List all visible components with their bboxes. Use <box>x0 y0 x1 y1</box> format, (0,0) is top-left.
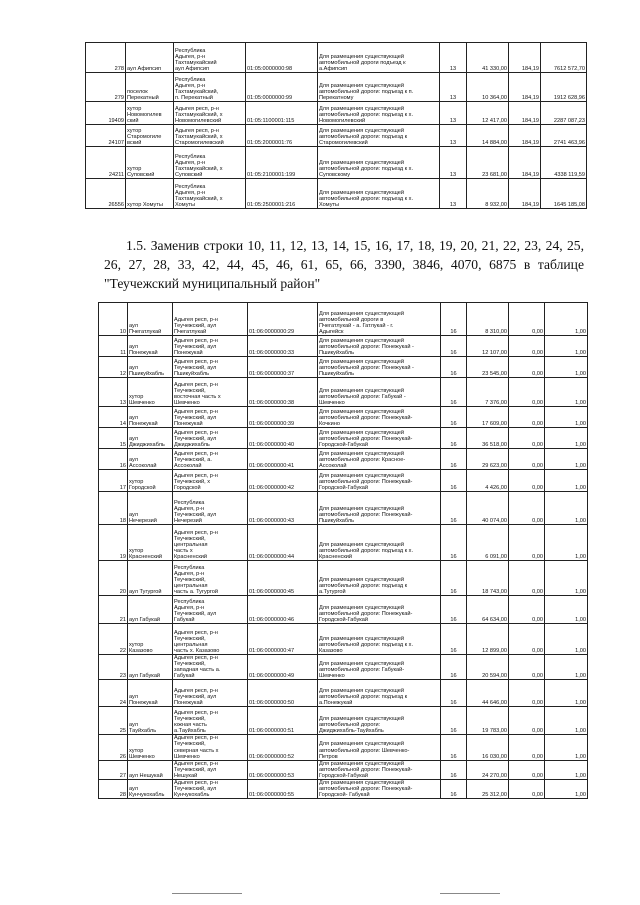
cell-purpose: Для размещения существующей автомобильной дороги: Понежукай- Городской-Габукай <box>318 470 441 492</box>
cell-rate: 0,00 <box>509 624 545 655</box>
cell-addr: Адыгея респ, р-н Тахтамукайский, х Новомогилевский <box>174 102 246 125</box>
cell-area: 40 074,00 <box>467 492 509 525</box>
cell-rate: 184,19 <box>509 102 541 125</box>
cell-sum: 1,00 <box>545 492 588 525</box>
cell-cad: 01:06:0000000:38 <box>248 378 318 407</box>
cell-sum: 1,00 <box>545 336 588 357</box>
cell-purpose: Для размещения существующей автомобильной дороги: Понежукай - Пшикуйхабль <box>318 336 441 357</box>
cell-name: аул Тугургой <box>128 561 173 596</box>
cell-rate: 0,00 <box>509 525 545 561</box>
cell-area: 6 091,00 <box>467 525 509 561</box>
cell-c: 13 <box>440 125 467 147</box>
cell-rate: 0,00 <box>509 303 545 336</box>
cell-area: 18 743,00 <box>467 561 509 596</box>
cell-n: 21 <box>99 596 128 624</box>
cell-purpose: Для размещения существующей автомобильной дороги: подъезд к х. Суповскому <box>318 147 440 179</box>
table-row <box>99 596 588 624</box>
cell-c: 16 <box>441 525 467 561</box>
cell-rate: 184,19 <box>509 179 541 209</box>
cell-rate: 0,00 <box>509 760 545 779</box>
cell-rate: 0,00 <box>509 561 545 596</box>
cell-rate: 184,19 <box>509 125 541 147</box>
cell-sum: 2287 087,23 <box>541 102 587 125</box>
cell-n: 13 <box>99 378 128 407</box>
cell-name: хутор Суповский <box>126 147 174 179</box>
cell-c: 13 <box>440 102 467 125</box>
cell-name: поселок Перекатный <box>126 73 174 102</box>
cell-cad: 01:06:0000000:49 <box>248 655 318 680</box>
cell-rate: 0,00 <box>509 680 545 707</box>
cell-area: 19 783,00 <box>467 707 509 735</box>
cell-purpose: Для размещения существующей автомобильной дороги: Понежукай- Пшикуйхабль <box>318 492 441 525</box>
cell-sum: 1,00 <box>545 735 588 760</box>
cell-n: 19 <box>99 525 128 561</box>
cell-name: аул Нечерезий <box>128 492 173 525</box>
cell-cad: 01:06:0000000:45 <box>248 561 318 596</box>
cell-n: 278 <box>86 43 126 73</box>
cell-name: хутор Городской <box>128 470 173 492</box>
cell-n: 18 <box>99 492 128 525</box>
cell-c: 16 <box>441 760 467 779</box>
cell-n: 27 <box>99 760 128 779</box>
cell-purpose: Для размещения существующей автомобильной дороги: подъезд к х. Хомуты <box>318 179 440 209</box>
cell-name: аул Понежукай <box>128 680 173 707</box>
cell-sum: 1,00 <box>545 378 588 407</box>
cell-name: аул Габукай <box>128 596 173 624</box>
cell-name: хутор Новомогилев ский <box>126 102 174 125</box>
cell-sum: 1,00 <box>545 357 588 378</box>
cell-sum: 7612 572,70 <box>541 43 587 73</box>
cell-c: 16 <box>441 492 467 525</box>
table-row <box>99 525 588 561</box>
cell-addr: Адыгея респ, р-н Теучежский, аул Понежукай <box>173 336 248 357</box>
cell-addr: Республика Адыгея, р-н Тахтамукайский аул Афипсип <box>174 43 246 73</box>
cell-c: 13 <box>440 147 467 179</box>
cell-rate: 0,00 <box>509 407 545 428</box>
cell-cad: 01:06:0000000:50 <box>248 680 318 707</box>
cell-cad: 01:05:0000000:99 <box>246 73 318 102</box>
cell-sum: 1,00 <box>545 655 588 680</box>
bottom-scan-line-left <box>172 893 242 894</box>
cell-sum: 1,00 <box>545 624 588 655</box>
cell-name: хутор Шевченко <box>128 735 173 760</box>
cell-area: 8 932,00 <box>467 179 509 209</box>
table-row <box>99 470 588 492</box>
cell-purpose: Для размещения существующей автомобильной дороги: подъезд к Старомогилевский <box>318 125 440 147</box>
cell-n: 20 <box>99 561 128 596</box>
cell-c: 16 <box>441 378 467 407</box>
cell-addr: Адыгея респ, р-н Тахтамукайский, х Старомогилевский <box>174 125 246 147</box>
cell-addr: Адыгея респ, р-н Теучежский, аул Пчегатлукай <box>173 303 248 336</box>
cell-area: 14 884,00 <box>467 125 509 147</box>
cell-area: 4 426,00 <box>467 470 509 492</box>
cell-cad: 01:06:0000000:47 <box>248 624 318 655</box>
cell-area: 23 545,00 <box>467 357 509 378</box>
cell-cad: 01:05:0000000:98 <box>246 43 318 73</box>
cell-addr: Адыгея респ, р-н Теучежский, северная часть х Шевченко <box>173 735 248 760</box>
table-row <box>86 43 587 73</box>
cell-sum: 4338 119,59 <box>541 147 587 179</box>
cell-c: 16 <box>441 655 467 680</box>
cell-n: 17 <box>99 470 128 492</box>
cell-name: аул Кунчукохабль <box>128 780 173 799</box>
cell-c: 16 <box>441 624 467 655</box>
table-row <box>99 303 588 336</box>
cell-purpose: Для размещения существующей автомобильной дороги: Шевченко- Петров <box>318 735 441 760</box>
table-row <box>86 73 587 102</box>
cell-sum: 1,00 <box>545 561 588 596</box>
cell-rate: 0,00 <box>509 449 545 470</box>
cell-cad: 01:06:0000000:53 <box>248 760 318 779</box>
cell-area: 23 681,00 <box>467 147 509 179</box>
cell-rate: 0,00 <box>509 655 545 680</box>
cell-addr: Республика Адыгея, р-н Тахтамукайский, х Хомуты <box>174 179 246 209</box>
cell-area: 44 646,00 <box>467 680 509 707</box>
cell-sum: 1,00 <box>545 470 588 492</box>
cell-rate: 0,00 <box>509 357 545 378</box>
cell-name: аул Джиджихабль <box>128 428 173 449</box>
cell-cad: 01:06:0000000:29 <box>248 303 318 336</box>
cell-rate: 0,00 <box>509 470 545 492</box>
cell-name: хутор Казазово <box>128 624 173 655</box>
table-row <box>99 780 588 799</box>
cell-cad: 01:06:0000000:51 <box>248 707 318 735</box>
cell-addr: Адыгея респ, р-н Теучежский, х Городской <box>173 470 248 492</box>
cell-purpose: Для размещения существующей автомобильной дороги: подъезд к х. Новомогилевский <box>318 102 440 125</box>
cell-n: 15 <box>99 428 128 449</box>
cell-rate: 0,00 <box>509 780 545 799</box>
cell-cad: 01:05:2500001:216 <box>246 179 318 209</box>
cell-n: 14 <box>99 407 128 428</box>
bottom-scan-line-right <box>440 893 500 894</box>
cell-rate: 184,19 <box>509 43 541 73</box>
cell-area: 20 594,00 <box>467 655 509 680</box>
cell-addr: Адыгея респ, р-н Теучежский, аул Нешукай <box>173 760 248 779</box>
cell-name: аул Понежукай <box>128 407 173 428</box>
cell-c: 16 <box>441 336 467 357</box>
cell-purpose: Для размещения существующей автомобильной дороги: Габукай- Шевченко <box>318 655 441 680</box>
cell-area: 17 609,00 <box>467 407 509 428</box>
cell-name: хутор Красненский <box>128 525 173 561</box>
cell-name: аул Тауйхабль <box>128 707 173 735</box>
table-row <box>99 449 588 470</box>
cell-addr: Республика Адыгея, р-н Теучежский, аул Нечерезий <box>173 492 248 525</box>
cell-addr: Республика Адыгея, р-н Тахтамукайский, х Суповский <box>174 147 246 179</box>
table-row <box>99 357 588 378</box>
land-table-takhtamukay <box>85 42 587 209</box>
cell-name: хутор Хомуты <box>126 179 174 209</box>
cell-area: 24 270,00 <box>467 760 509 779</box>
cell-area: 36 518,00 <box>467 428 509 449</box>
cell-name: аул Габукай <box>128 655 173 680</box>
cell-addr: Адыгея респ, р-н Теучежский, западная часть а. Габукай <box>173 655 248 680</box>
cell-area: 29 623,00 <box>467 449 509 470</box>
cell-rate: 184,19 <box>509 73 541 102</box>
cell-area: 41 330,00 <box>467 43 509 73</box>
table-row <box>99 735 588 760</box>
cell-n: 12 <box>99 357 128 378</box>
cell-n: 279 <box>86 73 126 102</box>
table-row <box>86 147 587 179</box>
cell-cad: 01:06:0000000:46 <box>248 596 318 624</box>
cell-area: 12 899,00 <box>467 624 509 655</box>
table-row <box>99 407 588 428</box>
cell-addr: Адыгея респ, р-н Теучежский, аул Кунчукохабль <box>173 780 248 799</box>
cell-c: 13 <box>440 73 467 102</box>
cell-area: 8 310,00 <box>467 303 509 336</box>
cell-n: 24 <box>99 680 128 707</box>
cell-cad: 01:05:2100001:199 <box>246 147 318 179</box>
cell-rate: 184,19 <box>509 147 541 179</box>
cell-addr: Адыгея респ, р-н Теучежский, аул Джиджихабль <box>173 428 248 449</box>
cell-sum: 1,00 <box>545 760 588 779</box>
amendment-paragraph <box>104 236 584 293</box>
cell-purpose: Для размещения существующей автомобильной дороги подъезд к а.Афипсип <box>318 43 440 73</box>
cell-rate: 0,00 <box>509 492 545 525</box>
cell-purpose: Для размещения существующей автомобильной дороги: Понежукай- Городской-Габукай <box>318 760 441 779</box>
cell-addr: Республика Адыгея, р-н Теучежский, центральная часть а. Тугургой <box>173 561 248 596</box>
cell-addr: Адыгея респ, р-н Теучежский, центральная часть х Красненский <box>173 525 248 561</box>
cell-purpose: Для размещения существующей автомобильной дороги в Пчегатлукай - а. Гатлукай - г. Адыгейск <box>318 303 441 336</box>
cell-c: 16 <box>441 449 467 470</box>
cell-rate: 0,00 <box>509 707 545 735</box>
cell-c: 16 <box>441 707 467 735</box>
table-row <box>99 336 588 357</box>
cell-purpose: Для размещения существующей автомобильной дороги: Джиджихабль-Тауйхабль <box>318 707 441 735</box>
cell-area: 7 376,00 <box>467 378 509 407</box>
cell-c: 16 <box>441 428 467 449</box>
cell-c: 16 <box>441 735 467 760</box>
cell-name: хутор Старомогиле вский <box>126 125 174 147</box>
cell-cad: 01:06:0000000:52 <box>248 735 318 760</box>
cell-name: аул Нешукай <box>128 760 173 779</box>
table-row <box>99 492 588 525</box>
cell-cad: 01:06:0000000:43 <box>248 492 318 525</box>
cell-addr: Адыгея респ, р-н Теучежский, восточная часть х Шевченко <box>173 378 248 407</box>
cell-sum: 1,00 <box>545 303 588 336</box>
cell-purpose: Для размещения существующей автомобильной дороги: подъезд к а.Тугургой <box>318 561 441 596</box>
cell-c: 13 <box>440 43 467 73</box>
cell-purpose: Для размещения существующей автомобильной дороги: Понежукай- Кочкино <box>318 407 441 428</box>
table-row <box>99 707 588 735</box>
cell-addr: Адыгея респ, р-н Теучежский, аул Понежукай <box>173 680 248 707</box>
cell-sum: 1,00 <box>545 596 588 624</box>
cell-purpose: Для размещения существующей автомобильной дороги: Понежукай- Городской- Габукай <box>318 780 441 799</box>
cell-sum: 1,00 <box>545 680 588 707</box>
cell-name: аул Пчегатлукай <box>128 303 173 336</box>
cell-purpose: Для размещения существующей автомобильной дороги: подъезд к а.Понежукай <box>318 680 441 707</box>
cell-cad: 01:06:0000000:40 <box>248 428 318 449</box>
cell-cad: 01:06:0000000:44 <box>248 525 318 561</box>
cell-cad: 01:06:0000000:55 <box>248 780 318 799</box>
cell-purpose: Для размещения существующей автомобильной дороги: Красное- Ассоколай <box>318 449 441 470</box>
cell-c: 16 <box>441 561 467 596</box>
cell-sum: 1912 628,96 <box>541 73 587 102</box>
cell-c: 16 <box>441 470 467 492</box>
cell-rate: 0,00 <box>509 596 545 624</box>
cell-n: 23 <box>99 655 128 680</box>
table-row <box>99 378 588 407</box>
cell-addr: Республика Адыгея, р-н Теучежский, аул Габукай <box>173 596 248 624</box>
cell-addr: Адыгея респ, р-н Теучежский, южная часть а.Тауйхабль <box>173 707 248 735</box>
cell-cad: 01:05:1100001:115 <box>246 102 318 125</box>
cell-n: 11 <box>99 336 128 357</box>
cell-c: 16 <box>441 303 467 336</box>
cell-rate: 0,00 <box>509 735 545 760</box>
cell-cad: 01:06:0000000:41 <box>248 449 318 470</box>
cell-name: аул Ассоколай <box>128 449 173 470</box>
cell-purpose: Для размещения существующей автомобильной дороги: Габукай - Шевченко <box>318 378 441 407</box>
cell-addr: Республика Адыгея, р-н Тахтамукайский, п. Перекатный <box>174 73 246 102</box>
cell-cad: 01:06:0000000:42 <box>248 470 318 492</box>
cell-sum: 1,00 <box>545 428 588 449</box>
cell-n: 16 <box>99 449 128 470</box>
cell-area: 64 634,00 <box>467 596 509 624</box>
cell-n: 26 <box>99 735 128 760</box>
cell-name: хутор Шевченко <box>128 378 173 407</box>
cell-addr: Адыгея респ, р-н Теучежский, аул Понежукай <box>173 407 248 428</box>
cell-cad: 01:06:0000000:37 <box>248 357 318 378</box>
cell-rate: 0,00 <box>509 336 545 357</box>
table-row <box>86 125 587 147</box>
land-table-teuchezh <box>98 302 588 799</box>
cell-purpose: Для размещения существующей автомобильной дороги: Понежукай- Городской-Габукай <box>318 428 441 449</box>
cell-n: 10 <box>99 303 128 336</box>
cell-cad: 01:05:2000001:76 <box>246 125 318 147</box>
cell-purpose: Для размещения существующей автомобильной дороги: Понежукай- Городской-Габукай <box>318 596 441 624</box>
table-row <box>99 561 588 596</box>
cell-sum: 2741 463,96 <box>541 125 587 147</box>
cell-sum: 1,00 <box>545 407 588 428</box>
paragraph-text: 1.5. Заменив строки 10, 11, 12, 13, 14, 15, 16, 17, 18, 19, 20, 21, 22, 23, 24, 25, 26, 27, 28, 33, 42, 44, 45, 46, 61, 65, 66, 3390, 3846, 4070, 6875 в таблице "Теучежский муниципальный район" <box>104 238 584 291</box>
cell-purpose: Для размещения существующей автомобильной дороги: подъезд к х. Казазово <box>318 624 441 655</box>
cell-n: 19409 <box>86 102 126 125</box>
cell-sum: 1,00 <box>545 707 588 735</box>
cell-name: аул Афипсип <box>126 43 174 73</box>
cell-c: 13 <box>440 179 467 209</box>
cell-area: 12 107,00 <box>467 336 509 357</box>
cell-area: 25 312,00 <box>467 780 509 799</box>
cell-n: 24107 <box>86 125 126 147</box>
table-row <box>86 179 587 209</box>
cell-c: 16 <box>441 780 467 799</box>
cell-c: 16 <box>441 407 467 428</box>
cell-area: 10 364,00 <box>467 73 509 102</box>
cell-purpose: Для размещения существующей автомобильной дороги: подъезд к п. Перекатному <box>318 73 440 102</box>
cell-cad: 01:06:0000000:33 <box>248 336 318 357</box>
cell-n: 22 <box>99 624 128 655</box>
cell-sum: 1645 185,08 <box>541 179 587 209</box>
table-row <box>86 102 587 125</box>
cell-sum: 1,00 <box>545 449 588 470</box>
cell-n: 26556 <box>86 179 126 209</box>
cell-area: 16 030,00 <box>467 735 509 760</box>
cell-sum: 1,00 <box>545 525 588 561</box>
cell-addr: Адыгея респ, р-н Теучежский, а. Ассоколай <box>173 449 248 470</box>
cell-n: 25 <box>99 707 128 735</box>
cell-sum: 1,00 <box>545 780 588 799</box>
table-row <box>99 624 588 655</box>
cell-rate: 0,00 <box>509 378 545 407</box>
cell-addr: Адыгея респ, р-н Теучежский, центральная часть х. Казазово <box>173 624 248 655</box>
table-row <box>99 655 588 680</box>
cell-rate: 0,00 <box>509 428 545 449</box>
cell-n: 24211 <box>86 147 126 179</box>
cell-name: аул Понежукай <box>128 336 173 357</box>
cell-c: 16 <box>441 680 467 707</box>
cell-purpose: Для размещения существующей автомобильной дороги: подъезд к х. Красненский <box>318 525 441 561</box>
cell-c: 16 <box>441 357 467 378</box>
cell-c: 16 <box>441 596 467 624</box>
table-row <box>99 428 588 449</box>
table-row <box>99 760 588 779</box>
cell-name: аул Пшикуйхабль <box>128 357 173 378</box>
cell-purpose: Для размещения существующей автомобильной дороги: Понежукай - Пшикуйхабль <box>318 357 441 378</box>
cell-n: 28 <box>99 780 128 799</box>
cell-addr: Адыгея респ, р-н Теучежский, аул Пшикуйхабль <box>173 357 248 378</box>
table-row <box>99 680 588 707</box>
cell-cad: 01:06:0000000:39 <box>248 407 318 428</box>
cell-area: 12 417,00 <box>467 102 509 125</box>
